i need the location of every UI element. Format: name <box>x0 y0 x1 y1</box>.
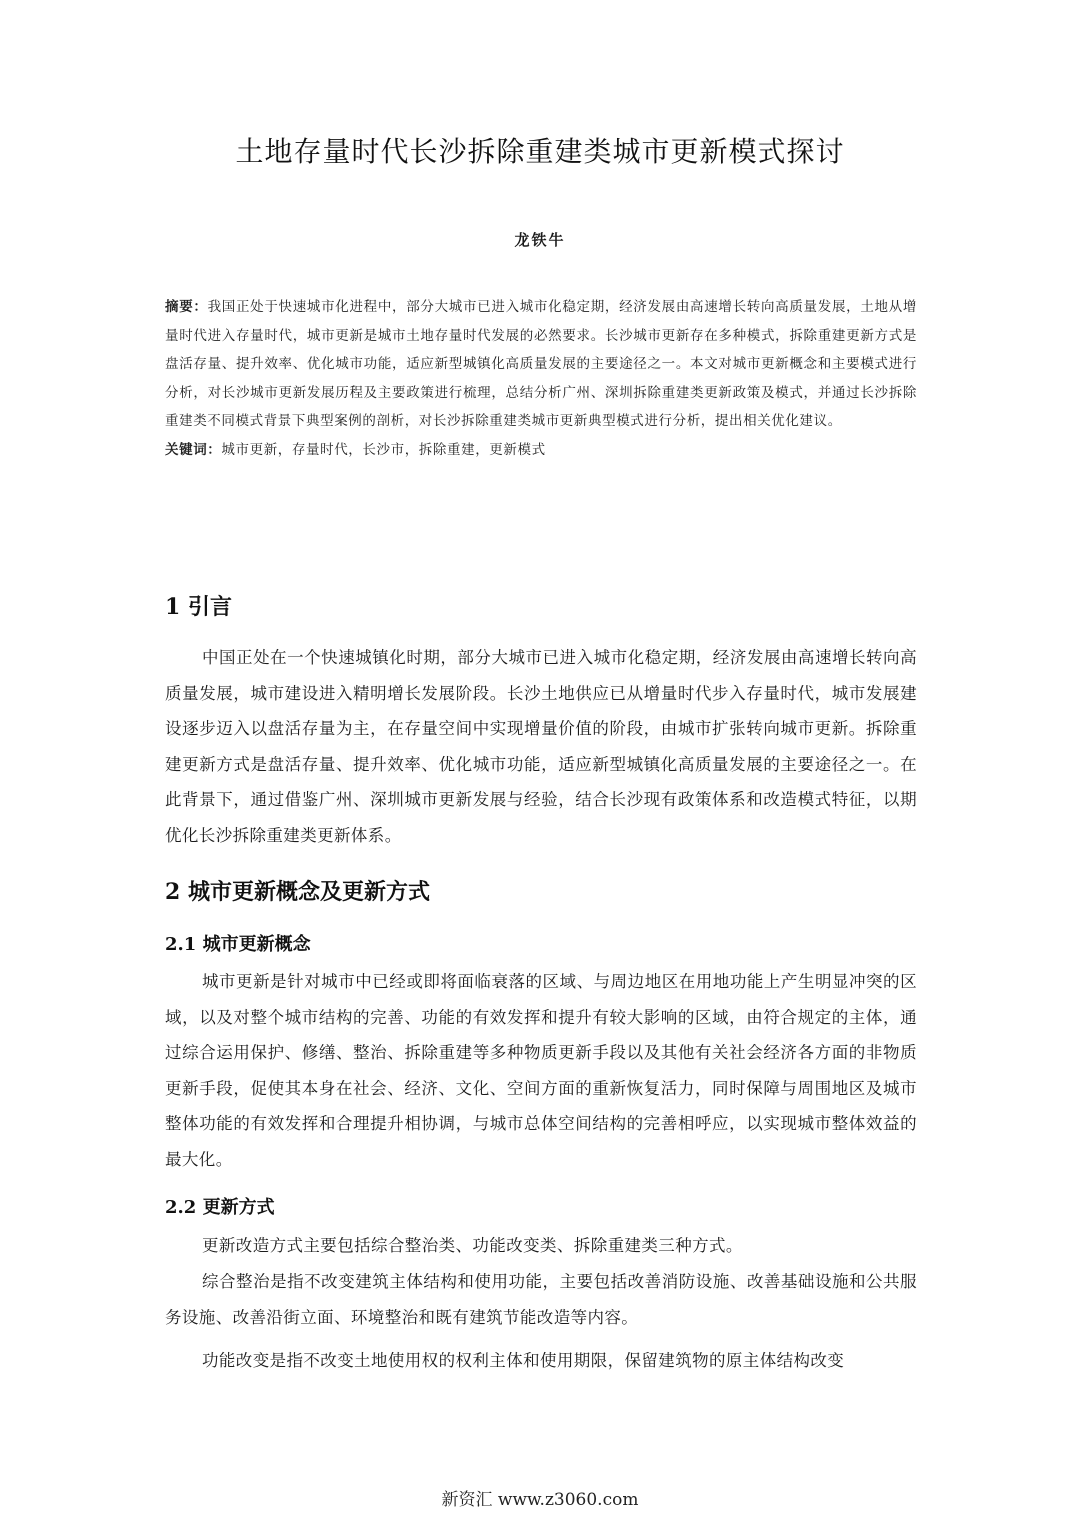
keywords-label: 关键词： <box>165 441 222 458</box>
keywords-text: 城市更新，存量时代，长沙市，拆除重建，更新模式 <box>221 441 546 458</box>
footer-watermark: 新资汇 www.z3060.com <box>441 1490 639 1510</box>
section-2-heading: 2 城市更新概念及更新方式 <box>165 879 430 905</box>
abstract-label: 摘要： <box>165 299 208 315</box>
keywords-line <box>165 436 917 465</box>
section-2-2-paragraph-3: 功能改变是指不改变土地使用权的权利主体和使用期限，保留建筑物的原主体结构改变 <box>202 1351 845 1370</box>
section-2-2-heading: 2.2 更新方式 <box>165 1197 275 1218</box>
abstract-block <box>165 293 917 465</box>
abstract-paragraph <box>165 293 917 436</box>
section-2-2-paragraph-1: 更新改造方式主要包括综合整治类、功能改变类、拆除重建类三种方式。 <box>202 1236 743 1255</box>
section-1-paragraph: 中国正处在一个快速城镇化时期，部分大城市已进入城市化稳定期，经济发展由高速增长转向高质量发展，城市建设进入精明增长发展阶段。长沙土地供应已从增量时代步入存量时代，城市发展建设逐步迈入以盘活存量为主，在存量空间中实现增量价值的阶段，由城市扩张转向城市更新。拆除重建更新方式是盘活存量、提升效率、优化城市功能，适应新型城镇化高质量发展的主要途径之一。在此背景下，通过借鉴广州、深圳城市更新发展与经验，结合长沙现有政策体系和改造模式特征，以期优化长沙拆除重建类更新体系。 <box>165 648 917 845</box>
paper-title: 土地存量时代长沙拆除重建类城市更新模式探讨 <box>235 135 845 168</box>
section-2-2-paragraph-2: 综合整治是指不改变建筑主体结构和使用功能，主要包括改善消防设施、改善基础设施和公共服务设施、改善沿街立面、环境整治和既有建筑节能改造等内容。 <box>165 1272 917 1327</box>
author-name: 龙铁牛 <box>514 231 566 249</box>
section-2-1-paragraph: 城市更新是针对城市中已经或即将面临衰落的区域、与周边地区在用地功能上产生明显冲突的区域，以及对整个城市结构的完善、功能的有效发挥和提升有较大影响的区域，由符合规定的主体，通过综合运用保护、修缮、整治、拆除重建等多种物质更新手段以及其他有关社会经济各方面的非物质更新手段，促使其本身在社会、经济、文化、空间方面的重新恢复活力，同时保障与周围地区及城市整体功能的有效发挥和合理提升相协调，与城市总体空间结构的完善相呼应，以实现城市整体效益的最大化。 <box>165 972 917 1169</box>
abstract-text: 我国正处于快速城市化进程中，部分大城市已进入城市化稳定期，经济发展由高速增长转向高质量发展，土地从增量时代进入存量时代，城市更新是城市土地存量时代发展的必然要求。长沙城市更新存在多种模式，拆除重建更新方式是盘活存量、提升效率、优化城市功能，适应新型城镇化高质量发展的主要途径之一。本文对城市更新概念和主要模式进行分析，对长沙城市更新发展历程及主要政策进行梳理，总结分析广州、深圳拆除重建类更新政策及模式，并通过长沙拆除重建类不同模式背景下典型案例的剖析，对长沙拆除重建类城市更新典型模式进行分析，提出相关优化建议。 <box>165 299 917 430</box>
section-2-1-heading: 2.1 城市更新概念 <box>165 934 311 955</box>
section-1-heading: 1 引言 <box>165 594 232 620</box>
